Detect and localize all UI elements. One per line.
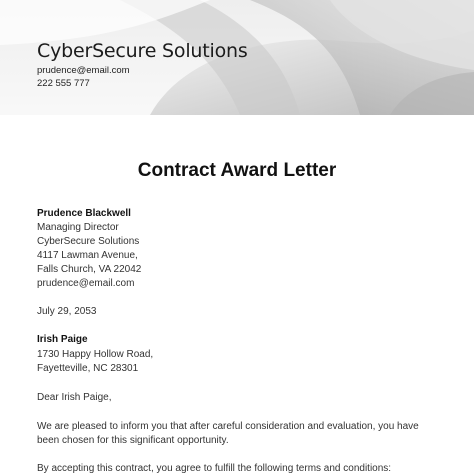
- salutation: Dear Irish Paige,: [37, 392, 112, 403]
- recipient-address-line2: Fayetteville, NC 28301: [37, 363, 139, 374]
- header-email: prudence@email.com: [37, 65, 130, 76]
- recipient-name: Irish Paige: [37, 334, 88, 345]
- sender-role: Managing Director: [37, 222, 119, 233]
- sender-name: Prudence Blackwell: [37, 208, 131, 219]
- paragraph-1-line-2: been chosen for this significant opportunity.: [37, 435, 229, 446]
- paragraph-2-line-1: By accepting this contract, you agree to fulfill the following terms and conditions:: [37, 463, 392, 474]
- letterhead: [0, 0, 474, 115]
- letter-date: July 29, 2053: [37, 306, 97, 317]
- sender-company: CyberSecure Solutions: [37, 236, 140, 247]
- recipient-address-line1: 1730 Happy Hollow Road,: [37, 349, 154, 360]
- document-title: Contract Award Letter: [137, 160, 337, 181]
- sender-address-line1: 4117 Lawman Avenue,: [37, 250, 138, 261]
- paragraph-1-line-1: We are pleased to inform you that after careful consideration and evaluation, you have: [37, 421, 419, 432]
- header-phone: 222 555 777: [37, 78, 90, 89]
- company-name: CyberSecure Solutions: [37, 40, 248, 62]
- sender-email: prudence@email.com: [37, 278, 135, 289]
- sender-address-line2: Falls Church, VA 22042: [37, 264, 142, 275]
